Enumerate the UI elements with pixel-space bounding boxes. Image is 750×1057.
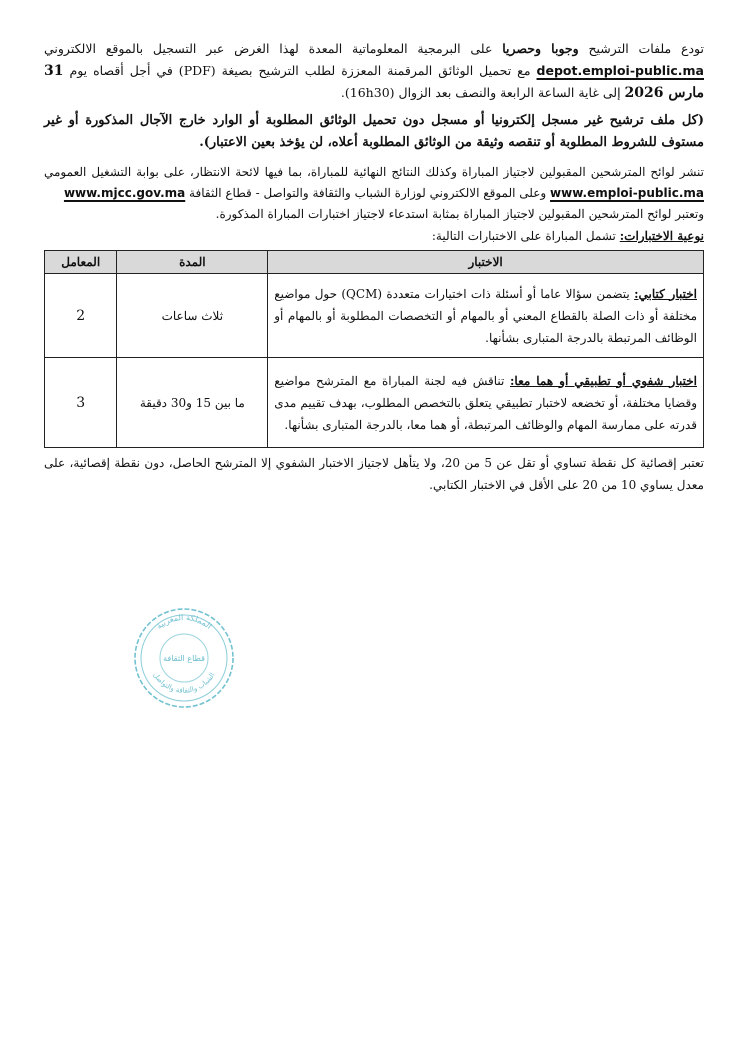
written-test-coefficient: 2 xyxy=(45,274,117,358)
publication-paragraph: تنشر لوائح المترشحين المقبولين لاجتياز المباراة وكذلك النتائج النهائية للمباراة، بما فيها لائحة الانتظار، على بوابة التشغيل العمومي www.emploi-public.ma وعلى الموقع الالكتروني لوزارة الشباب والثقافة والتواصل - قطاع الثقافة www.mjcc.gov.ma xyxy=(44,165,704,200)
written-test-duration: ثلاث ساعات xyxy=(117,274,268,358)
oral-test-duration: ما بين 15 و30 دقيقة xyxy=(117,358,268,448)
emploi-public-link[interactable]: www.emploi-public.ma xyxy=(550,186,704,200)
table-row xyxy=(45,358,704,448)
written-test-cell: اختبار كتابي: يتضمن سؤالا عاما أو أسئلة ذات اختيارات متعددة (QCM) حول مواضيع مختلفة أو ذات الصلة بالقطاع المعني أو بالمهام أو التخصصات المطلوبة أو بالمهام أو الوظائف المرتبطة بالدرجة المتبارى بشأنها. xyxy=(268,274,704,358)
header-duration: المدة xyxy=(117,251,268,274)
header-coefficient: المعامل xyxy=(45,251,117,274)
svg-text:المملكة المغربية xyxy=(155,613,214,631)
warning-paragraph: (كل ملف ترشيح غير مسجل إلكترونيا أو مسجل دون تحميل الوثائق المطلوبة أو الوارد خارج الآجال المذكورة أو غير مستوف للشروط المطلوبة أو تنقصه وثيقة من الوثائق المطلوبة أعلاه، لن يؤخذ بعين الاعتبار). xyxy=(44,113,704,150)
tests-section-heading: نوعية الاختبارات: تشمل المباراة على الاختبارات التالية: xyxy=(431,229,704,243)
table-row xyxy=(45,274,704,358)
document-page xyxy=(44,38,704,496)
oral-test-cell: اختبار شفوي أو تطبيقي أو هما معا: تناقش فيه لجنة المباراة مع المترشح مواضيع وقضايا مختلفة، أو تخضعه لاختبار تطبيقي يتعلق بالتخصص المطلوب، بهدف تقييم مدى قدرته على ممارسة المهام والوظائف المرتبطة، أو هما معا، بالدرجة المتبارى بشأنها. xyxy=(268,358,704,448)
convocation-paragraph: وتعتبر لوائح المترشحين المقبولين لاجتياز المباراة بمثابة استدعاء لاجتياز اختبارات المباراة المذكورة. xyxy=(215,207,704,221)
submission-paragraph: تودع ملفات الترشيح وجوبا وحصريا على البرمجية المعلوماتية المعدة لهذا الغرض عبر التسجيل بالموقع الالكتروني depot.emploi-public.ma مع تحميل الوثائق المرقمنة المعززة لطلب الترشيح بصيغة (PDF) في أجل أقصاه يوم 31 مارس 2026 إلى غاية الساعة الرابعة والنصف بعد الزوال (16h30). xyxy=(44,41,704,101)
official-stamp-icon xyxy=(132,606,236,710)
oral-test-coefficient: 3 xyxy=(45,358,117,448)
table-header-row xyxy=(45,251,704,274)
stamp-top-text: المملكة المغربية xyxy=(154,612,214,631)
svg-text:الشباب والثقافة والتواصل xyxy=(152,671,217,695)
depot-website-link[interactable]: depot.emploi-public.ma xyxy=(536,63,704,78)
tests-table xyxy=(44,250,704,448)
stamp-middle-text: قطاع الثقافة xyxy=(163,654,205,663)
elimination-paragraph: تعتبر إقصائية كل نقطة تساوي أو تقل عن 5 من 20، ولا يتأهل لاجتياز الاختبار الشفوي إلا المترشح الحاصل، دون نقطة إقصائية، على معدل يساوي 10 من 20 على الأقل في الاختبار الكتابي. xyxy=(44,456,704,492)
header-test: الاختبار xyxy=(268,251,704,274)
mjcc-link[interactable]: www.mjcc.gov.ma xyxy=(63,186,186,200)
stamp-bottom-text: الشباب والثقافة والتواصل xyxy=(151,671,217,695)
deadline-date: 31 مارس 2026 xyxy=(44,63,704,101)
